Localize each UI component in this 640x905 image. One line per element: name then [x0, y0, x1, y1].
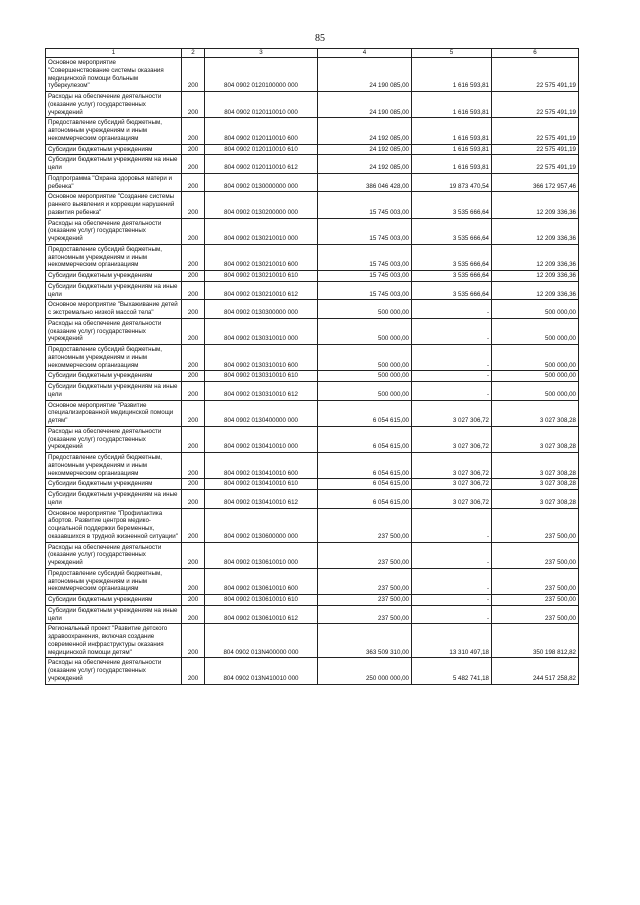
row-executed-cell: 3 535 666,64 [412, 218, 492, 244]
table-row [46, 453, 579, 479]
row-approved-cell: 237 500,00 [318, 542, 412, 568]
row-ved-cell: 200 [182, 479, 205, 490]
row-name-cell: Основное мероприятие "Совершенствование системы оказания медицинской помощи больным туберкулезом" [46, 58, 182, 92]
table-row [46, 490, 579, 509]
row-name-cell: Субсидии бюджетным учреждениям [46, 371, 182, 382]
row-code-cell: 804 0902 0130000000 000 [205, 173, 318, 192]
row-remaining-cell: 237 500,00 [492, 595, 579, 606]
row-remaining-cell: 237 500,00 [492, 568, 579, 594]
row-executed-cell: - [412, 568, 492, 594]
row-ved-cell: 200 [182, 271, 205, 282]
row-remaining-cell: 366 172 957,46 [492, 173, 579, 192]
row-approved-cell: 500 000,00 [318, 318, 412, 344]
table-row [46, 118, 579, 144]
row-approved-cell: 24 190 085,00 [318, 58, 412, 92]
row-executed-cell: - [412, 382, 492, 401]
row-approved-cell: 237 500,00 [318, 605, 412, 624]
page-number: 85 [315, 33, 325, 44]
row-ved-cell: 200 [182, 371, 205, 382]
row-approved-cell: 24 190 085,00 [318, 92, 412, 118]
table-row [46, 345, 579, 371]
table-row [46, 244, 579, 270]
table-row [46, 281, 579, 300]
table-row [46, 542, 579, 568]
row-approved-cell: 15 745 003,00 [318, 218, 412, 244]
row-remaining-cell: 237 500,00 [492, 542, 579, 568]
row-remaining-cell: 22 575 491,19 [492, 118, 579, 144]
row-remaining-cell: 22 575 491,19 [492, 92, 579, 118]
row-remaining-cell: 12 209 336,36 [492, 192, 579, 218]
row-remaining-cell: 500 000,00 [492, 382, 579, 401]
row-code-cell: 804 0902 0130610010 610 [205, 595, 318, 606]
table-row [46, 92, 579, 118]
row-executed-cell: 1 616 593,81 [412, 144, 492, 155]
row-approved-cell: 15 745 003,00 [318, 281, 412, 300]
row-remaining-cell: 244 517 258,82 [492, 658, 579, 684]
row-name-cell: Субсидии бюджетным учреждениям на иные цели [46, 155, 182, 174]
row-approved-cell: 500 000,00 [318, 345, 412, 371]
header-row [46, 49, 579, 58]
row-name-cell: Расходы на обеспечение деятельности (оказание услуг) государственных учреждений [46, 218, 182, 244]
row-executed-cell: - [412, 542, 492, 568]
row-remaining-cell: 3 027 308,28 [492, 453, 579, 479]
row-approved-cell: 24 192 085,00 [318, 144, 412, 155]
row-name-cell: Предоставление субсидий бюджетным, автономным учреждениям и иным некоммерческим организациям [46, 345, 182, 371]
row-name-cell: Предоставление субсидий бюджетным, автономным учреждениям и иным некоммерческим организациям [46, 118, 182, 144]
table-row [46, 58, 579, 92]
row-ved-cell: 200 [182, 508, 205, 542]
table-row [46, 382, 579, 401]
row-code-cell: 804 0902 0130210010 600 [205, 244, 318, 270]
row-approved-cell: 6 054 615,00 [318, 490, 412, 509]
table-row [46, 624, 579, 658]
row-executed-cell: 1 616 593,81 [412, 155, 492, 174]
row-code-cell: 804 0902 0120110010 612 [205, 155, 318, 174]
row-ved-cell: 200 [182, 58, 205, 92]
row-remaining-cell: 3 027 308,28 [492, 426, 579, 452]
row-executed-cell: - [412, 345, 492, 371]
row-ved-cell: 200 [182, 345, 205, 371]
row-remaining-cell: 3 027 308,28 [492, 490, 579, 509]
header-cell: 2 [182, 49, 205, 58]
row-executed-cell: 19 873 470,54 [412, 173, 492, 192]
row-name-cell: Субсидии бюджетным учреждениям на иные цели [46, 382, 182, 401]
row-ved-cell: 200 [182, 192, 205, 218]
table-row [46, 192, 579, 218]
row-ved-cell: 200 [182, 173, 205, 192]
row-code-cell: 804 0902 0130610010 000 [205, 542, 318, 568]
row-ved-cell: 200 [182, 382, 205, 401]
table-row [46, 173, 579, 192]
row-approved-cell: 6 054 615,00 [318, 400, 412, 426]
row-code-cell: 804 0902 0130210010 000 [205, 218, 318, 244]
row-code-cell: 804 0902 013N410010 000 [205, 658, 318, 684]
row-approved-cell: 363 509 310,00 [318, 624, 412, 658]
row-name-cell: Предоставление субсидий бюджетным, автономным учреждениям и иным некоммерческим организациям [46, 568, 182, 594]
row-code-cell: 804 0902 0130600000 000 [205, 508, 318, 542]
row-name-cell: Основное мероприятие "Создание системы раннего выявления и коррекции нарушений развития ребенка" [46, 192, 182, 218]
row-ved-cell: 200 [182, 400, 205, 426]
row-ved-cell: 200 [182, 144, 205, 155]
row-approved-cell: 237 500,00 [318, 568, 412, 594]
table-row [46, 658, 579, 684]
row-ved-cell: 200 [182, 595, 205, 606]
row-ved-cell: 200 [182, 318, 205, 344]
row-ved-cell: 200 [182, 426, 205, 452]
table-row [46, 400, 579, 426]
row-code-cell: 804 0902 0130410010 600 [205, 453, 318, 479]
row-ved-cell: 200 [182, 568, 205, 594]
row-code-cell: 804 0902 0120110010 000 [205, 92, 318, 118]
row-name-cell: Основное мероприятие "Профилактика абортов. Развитие центров медико-социальной поддержки беременных, оказавшихся в трудной жизненной ситуации" [46, 508, 182, 542]
row-name-cell: Подпрограмма "Охрана здоровья матери и ребенка" [46, 173, 182, 192]
row-code-cell: 804 0902 0130210010 612 [205, 281, 318, 300]
row-approved-cell: 6 054 615,00 [318, 453, 412, 479]
row-remaining-cell: 12 209 336,36 [492, 281, 579, 300]
row-ved-cell: 200 [182, 300, 205, 319]
row-remaining-cell: 350 198 812,82 [492, 624, 579, 658]
row-code-cell: 804 0902 0130310010 610 [205, 371, 318, 382]
row-name-cell: Субсидии бюджетным учреждениям на иные цели [46, 281, 182, 300]
row-ved-cell: 200 [182, 542, 205, 568]
row-name-cell: Региональный проект "Развитие детского здравоохранения, включая создание современной инфраструктуры оказания медицинской помощи детям" [46, 624, 182, 658]
table-row [46, 300, 579, 319]
row-name-cell: Предоставление субсидий бюджетным, автономным учреждениям и иным некоммерческим организациям [46, 453, 182, 479]
row-code-cell: 804 0902 0130210010 610 [205, 271, 318, 282]
row-executed-cell: 3 535 666,64 [412, 271, 492, 282]
row-remaining-cell: 22 575 491,19 [492, 58, 579, 92]
row-approved-cell: 386 046 428,00 [318, 173, 412, 192]
row-ved-cell: 200 [182, 453, 205, 479]
row-executed-cell: 3 535 666,64 [412, 281, 492, 300]
row-remaining-cell: 500 000,00 [492, 345, 579, 371]
row-ved-cell: 200 [182, 92, 205, 118]
table-row [46, 568, 579, 594]
row-ved-cell: 200 [182, 281, 205, 300]
table-row [46, 508, 579, 542]
row-code-cell: 804 0902 0120100000 000 [205, 58, 318, 92]
row-name-cell: Расходы на обеспечение деятельности (оказание услуг) государственных учреждений [46, 426, 182, 452]
row-code-cell: 804 0902 0130300000 000 [205, 300, 318, 319]
row-approved-cell: 500 000,00 [318, 371, 412, 382]
row-executed-cell: 3 535 666,64 [412, 192, 492, 218]
row-name-cell: Субсидии бюджетным учреждениям на иные цели [46, 490, 182, 509]
row-remaining-cell: 12 209 336,36 [492, 271, 579, 282]
table-row [46, 144, 579, 155]
row-name-cell: Расходы на обеспечение деятельности (оказание услуг) государственных учреждений [46, 658, 182, 684]
row-approved-cell: 500 000,00 [318, 382, 412, 401]
row-approved-cell: 500 000,00 [318, 300, 412, 319]
row-name-cell: Субсидии бюджетным учреждениям [46, 144, 182, 155]
row-executed-cell: 1 616 593,81 [412, 58, 492, 92]
row-code-cell: 804 0902 0120110010 610 [205, 144, 318, 155]
row-name-cell: Субсидии бюджетным учреждениям [46, 271, 182, 282]
row-executed-cell: 3 027 306,72 [412, 490, 492, 509]
row-name-cell: Расходы на обеспечение деятельности (оказание услуг) государственных учреждений [46, 542, 182, 568]
row-executed-cell: - [412, 595, 492, 606]
row-executed-cell: 3 027 306,72 [412, 479, 492, 490]
row-approved-cell: 24 192 085,00 [318, 118, 412, 144]
header-cell: 3 [205, 49, 318, 58]
row-executed-cell: - [412, 300, 492, 319]
row-executed-cell: 3 027 306,72 [412, 400, 492, 426]
header-cell: 4 [318, 49, 412, 58]
row-executed-cell: 3 535 666,64 [412, 244, 492, 270]
row-code-cell: 804 0902 0130410010 610 [205, 479, 318, 490]
row-executed-cell: 3 027 306,72 [412, 453, 492, 479]
table-row [46, 605, 579, 624]
row-approved-cell: 15 745 003,00 [318, 192, 412, 218]
row-name-cell: Предоставление субсидий бюджетным, автономным учреждениям и иным некоммерческим организациям [46, 244, 182, 270]
row-ved-cell: 200 [182, 658, 205, 684]
row-ved-cell: 200 [182, 624, 205, 658]
row-executed-cell: 13 310 497,18 [412, 624, 492, 658]
row-executed-cell: - [412, 605, 492, 624]
row-executed-cell: 1 616 593,81 [412, 92, 492, 118]
row-code-cell: 804 0902 0130200000 000 [205, 192, 318, 218]
table-row [46, 371, 579, 382]
row-approved-cell: 237 500,00 [318, 595, 412, 606]
row-code-cell: 804 0902 013N400000 000 [205, 624, 318, 658]
table-row [46, 479, 579, 490]
row-remaining-cell: 3 027 308,28 [492, 479, 579, 490]
row-code-cell: 804 0902 0130410010 000 [205, 426, 318, 452]
row-approved-cell: 6 054 615,00 [318, 426, 412, 452]
header-cell: 5 [412, 49, 492, 58]
row-code-cell: 804 0902 0130400000 000 [205, 400, 318, 426]
row-remaining-cell: 237 500,00 [492, 508, 579, 542]
budget-table [45, 48, 579, 685]
row-name-cell: Основное мероприятие "Развитие специализированной медицинской помощи детям" [46, 400, 182, 426]
row-ved-cell: 200 [182, 244, 205, 270]
row-approved-cell: 6 054 615,00 [318, 479, 412, 490]
row-remaining-cell: 12 209 336,36 [492, 244, 579, 270]
row-ved-cell: 200 [182, 605, 205, 624]
row-name-cell: Расходы на обеспечение деятельности (оказание услуг) государственных учреждений [46, 92, 182, 118]
row-remaining-cell: 22 575 491,19 [492, 144, 579, 155]
row-name-cell: Субсидии бюджетным учреждениям [46, 479, 182, 490]
row-executed-cell: 5 482 741,18 [412, 658, 492, 684]
table-body [46, 58, 579, 685]
row-remaining-cell: 237 500,00 [492, 605, 579, 624]
row-code-cell: 804 0902 0130310010 600 [205, 345, 318, 371]
header-cell: 1 [46, 49, 182, 58]
row-executed-cell: - [412, 371, 492, 382]
row-name-cell: Субсидии бюджетным учреждениям [46, 595, 182, 606]
row-remaining-cell: 500 000,00 [492, 318, 579, 344]
row-name-cell: Основное мероприятие "Выхаживание детей с экстремально низкой массой тела" [46, 300, 182, 319]
row-ved-cell: 200 [182, 218, 205, 244]
table-row [46, 271, 579, 282]
row-ved-cell: 200 [182, 155, 205, 174]
table-row [46, 218, 579, 244]
row-code-cell: 804 0902 0130310010 612 [205, 382, 318, 401]
row-executed-cell: 3 027 306,72 [412, 426, 492, 452]
row-approved-cell: 15 745 003,00 [318, 244, 412, 270]
table-row [46, 426, 579, 452]
row-remaining-cell: 500 000,00 [492, 371, 579, 382]
row-approved-cell: 15 745 003,00 [318, 271, 412, 282]
row-name-cell: Расходы на обеспечение деятельности (оказание услуг) государственных учреждений [46, 318, 182, 344]
row-code-cell: 804 0902 0120110010 600 [205, 118, 318, 144]
row-code-cell: 804 0902 0130410010 612 [205, 490, 318, 509]
row-executed-cell: - [412, 508, 492, 542]
table-row [46, 595, 579, 606]
row-remaining-cell: 3 027 308,28 [492, 400, 579, 426]
row-remaining-cell: 12 209 336,36 [492, 218, 579, 244]
row-ved-cell: 200 [182, 118, 205, 144]
header-cell: 6 [492, 49, 579, 58]
row-approved-cell: 250 000 000,00 [318, 658, 412, 684]
row-code-cell: 804 0902 0130610010 600 [205, 568, 318, 594]
row-ved-cell: 200 [182, 490, 205, 509]
row-code-cell: 804 0902 0130310010 000 [205, 318, 318, 344]
row-executed-cell: - [412, 318, 492, 344]
row-approved-cell: 237 500,00 [318, 508, 412, 542]
row-remaining-cell: 500 000,00 [492, 300, 579, 319]
row-executed-cell: 1 616 593,81 [412, 118, 492, 144]
row-approved-cell: 24 192 085,00 [318, 155, 412, 174]
table-row [46, 155, 579, 174]
row-remaining-cell: 22 575 491,19 [492, 155, 579, 174]
table-row [46, 318, 579, 344]
row-name-cell: Субсидии бюджетным учреждениям на иные цели [46, 605, 182, 624]
row-code-cell: 804 0902 0130610010 612 [205, 605, 318, 624]
